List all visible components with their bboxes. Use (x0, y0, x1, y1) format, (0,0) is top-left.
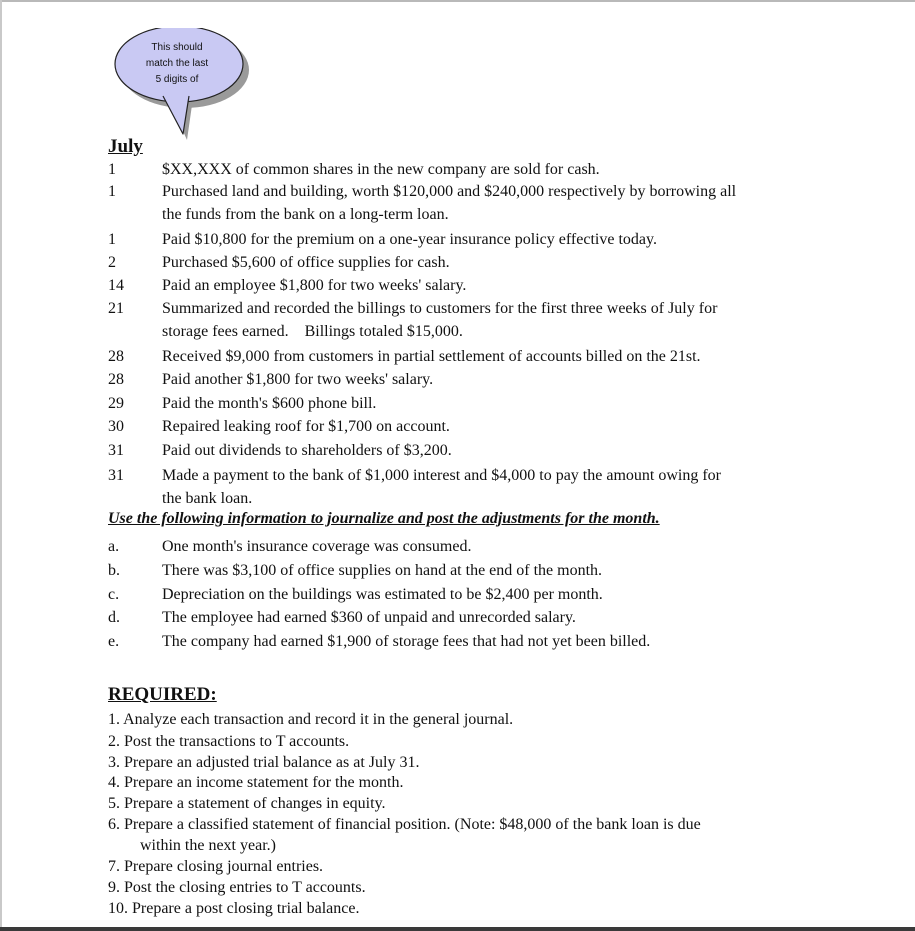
required-item: 4. Prepare an income statement for the month. (108, 774, 404, 791)
transaction-text: $XX,XXX of common shares in the new company are sold for cash. (162, 161, 600, 178)
transaction-text: Paid out dividends to shareholders of $3,200. (162, 442, 452, 459)
transaction-text: Paid the month's $600 phone bill. (162, 395, 377, 412)
transaction-text: Made a payment to the bank of $1,000 interest and $4,000 to pay the amount owing for (162, 467, 721, 484)
adjustment-text: The employee had earned $360 of unpaid and unrecorded salary. (162, 609, 576, 626)
required-item-line: 6. Prepare a classified statement of financial position. (Note: $48,000 of the bank loan is due (108, 816, 701, 833)
transaction-day: 31 (108, 442, 124, 459)
required-item: 9. Post the closing entries to T accounts. (108, 879, 366, 896)
adjustment-key: e. (108, 633, 120, 650)
callout-line: 5 digits of (155, 74, 199, 85)
required-item: 10. Prepare a post closing trial balance. (108, 900, 360, 917)
required-item: 7. Prepare closing journal entries. (108, 858, 324, 875)
transaction-text: Summarized and recorded the billings to customers for the first three weeks of July for (162, 300, 718, 317)
top-border (0, 0, 915, 2)
adjustment-text: There was $3,100 of office supplies on hand at the end of the month. (162, 562, 603, 579)
adjustment-text: Depreciation on the buildings was estimated to be $2,400 per month. (162, 586, 603, 603)
required-item: 2. Post the transactions to T accounts. (108, 733, 350, 750)
transaction-day: 1 (108, 161, 116, 178)
transaction-text: the bank loan. (162, 490, 253, 507)
callout-line: match the last (145, 58, 209, 69)
transaction-day: 1 (108, 183, 116, 200)
transaction-text: Paid $10,800 for the premium on a one-year insurance policy effective today. (162, 231, 657, 248)
transaction-text: Received $9,000 from customers in partial settlement of accounts billed on the 21st. (162, 348, 701, 365)
transaction-text: Paid another $1,800 for two weeks' salary. (162, 371, 434, 388)
adjustment-key: c. (108, 586, 120, 603)
callout-bubble (113, 28, 263, 148)
required-item: 5. Prepare a statement of changes in equity. (108, 795, 386, 812)
transaction-day: 28 (108, 348, 124, 365)
callout-text (123, 40, 231, 88)
transaction-day: 14 (108, 277, 124, 294)
transaction-day: 2 (108, 254, 116, 271)
transaction-day: 1 (108, 231, 116, 248)
bottom-border (0, 927, 915, 931)
transaction-text: Repaired leaking roof for $1,700 on account. (162, 418, 450, 435)
transaction-text: Purchased land and building, worth $120,000 and $240,000 respectively by borrowing all (162, 183, 737, 200)
required-item-line: within the next year.) (140, 837, 276, 854)
adjustment-key: b. (108, 562, 120, 579)
transaction-text: storage fees earned. Billings totaled $15,000. (162, 323, 463, 340)
required-heading: REQUIRED: (108, 684, 217, 705)
adjustment-text: The company had earned $1,900 of storage fees that had not yet been billed. (162, 633, 651, 650)
transaction-text: the funds from the bank on a long-term loan. (162, 206, 449, 223)
callout-line: This should (151, 42, 203, 53)
adjustment-key: a. (108, 538, 120, 555)
required-item: 3. Prepare an adjusted trial balance as at July 31. (108, 754, 420, 771)
left-border (0, 0, 2, 931)
transaction-day: 28 (108, 371, 124, 388)
transaction-day: 21 (108, 300, 124, 317)
transaction-day: 31 (108, 467, 124, 484)
adjustment-key: d. (108, 609, 120, 626)
month-heading: July (108, 136, 143, 157)
transaction-day: 29 (108, 395, 124, 412)
required-item: 1. Analyze each transaction and record it in the general journal. (108, 711, 514, 728)
adjustment-text: One month's insurance coverage was consumed. (162, 538, 472, 555)
required-item (108, 814, 798, 856)
adjustments-instruction: Use the following information to journalize and post the adjustments for the month. (108, 510, 660, 527)
transaction-text: Paid an employee $1,800 for two weeks' salary. (162, 277, 467, 294)
transaction-day: 30 (108, 418, 124, 435)
transaction-text: Purchased $5,600 of office supplies for cash. (162, 254, 450, 271)
